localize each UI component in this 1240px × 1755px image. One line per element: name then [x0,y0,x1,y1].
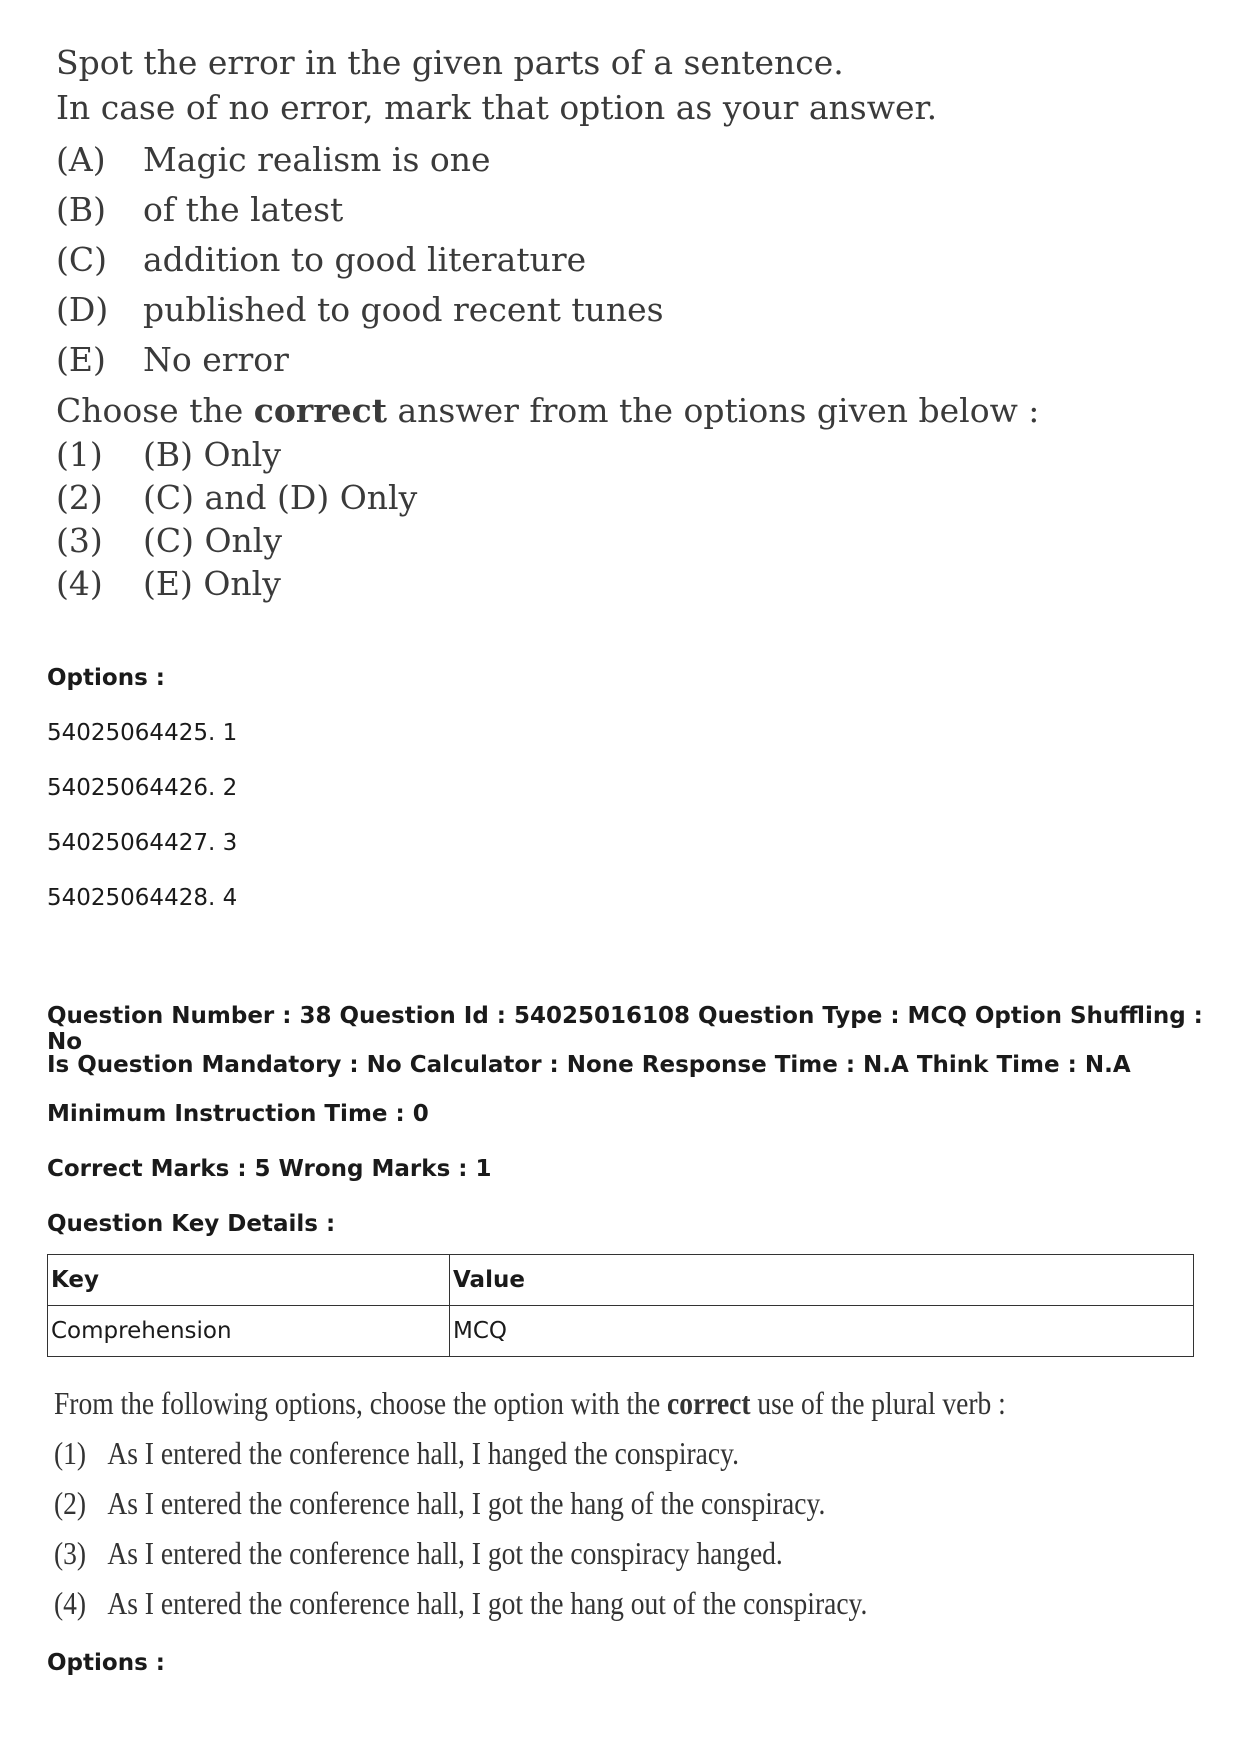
question-image-error-spotting [56,40,1056,605]
table-cell-key: Comprehension [48,1306,450,1357]
question-meta-line: Is Question Mandatory : No Calculator : None Response Time : N.A Think Time : N.A [47,1052,1131,1078]
choose-suffix: answer from the options given below : [397,391,1040,430]
option-id: 54025064426. 2 [47,775,238,801]
answer-text: (C) and (D) Only [143,478,418,517]
option-id: 54025064427. 3 [47,830,238,856]
answer-text: (C) Only [143,521,282,560]
sentence-part [56,134,1056,184]
answer-label: (4) [54,1584,87,1621]
answer-choice [56,562,1056,605]
table-header-key: Key [48,1255,450,1306]
part-label: (D) [56,289,109,329]
sentence-part [56,284,1056,334]
answer-choice [54,1478,1052,1528]
answer-choice [54,1578,1052,1628]
choose-bold: correct [253,391,387,430]
part-label: (E) [56,339,106,379]
question-meta-line: Minimum Instruction Time : 0 [47,1101,429,1127]
answer-text: As I entered the conference hall, I got the conspiracy hanged. [107,1534,783,1571]
marks-line: Correct Marks : 5 Wrong Marks : 1 [47,1156,492,1182]
answer-text: (E) Only [143,564,281,603]
sentence-part [56,184,1056,234]
stem-suffix: use of the plural verb : [757,1385,1006,1421]
answer-text: As I entered the conference hall, I got the hang of the conspiracy. [107,1484,826,1521]
part-text: addition to good literature [143,239,587,279]
question-instruction: In case of no error, mark that option as your answer. [56,88,938,127]
question-stem [54,1378,1052,1428]
table-header-value: Value [450,1255,1194,1306]
answer-label: (1) [54,1434,87,1471]
answer-choice [56,476,1056,519]
answer-choice [54,1528,1052,1578]
part-text: of the latest [143,189,344,229]
answer-choice [56,519,1056,562]
key-details-heading: Question Key Details : [47,1211,336,1237]
question-meta-line: Question Number : 38 Question Id : 54025016108 Question Type : MCQ Option Shuffling : No [47,1003,1203,1055]
question-instruction: Spot the error in the given parts of a sentence. [56,43,844,82]
answer-label: (2) [54,1484,87,1521]
part-label: (C) [56,239,107,279]
sentence-part [56,234,1056,284]
answer-label: (1) [56,435,103,474]
answer-choice [54,1428,1052,1478]
stem-prefix: From the following options, choose the option with the [54,1385,661,1421]
choose-prefix: Choose the [56,391,244,430]
part-label: (A) [56,139,106,179]
choose-instruction [56,388,1056,433]
answer-text: As I entered the conference hall, I hanged the conspiracy. [107,1434,739,1471]
answer-text: As I entered the conference hall, I got the hang out of the conspiracy. [107,1584,868,1621]
table-row [48,1306,1194,1357]
answer-text: (B) Only [143,435,281,474]
part-text: No error [143,339,289,379]
table-cell-value: MCQ [450,1306,1194,1357]
answer-label: (4) [56,564,103,603]
question-image-plural-verb [54,1378,1052,1628]
part-text: Magic realism is one [143,139,491,179]
sentence-part [56,334,1056,384]
options-heading: Options : [47,665,165,691]
part-label: (B) [56,189,106,229]
option-id: 54025064425. 1 [47,720,238,746]
answer-label: (3) [56,521,103,560]
key-details-table [47,1254,1194,1357]
answer-choice [56,433,1056,476]
option-id: 54025064428. 4 [47,885,238,911]
stem-bold: correct [667,1385,751,1421]
part-text: published to good recent tunes [143,289,664,329]
answer-label: (2) [56,478,103,517]
table-header-row [48,1255,1194,1306]
options-heading: Options : [47,1650,165,1676]
answer-label: (3) [54,1534,87,1571]
